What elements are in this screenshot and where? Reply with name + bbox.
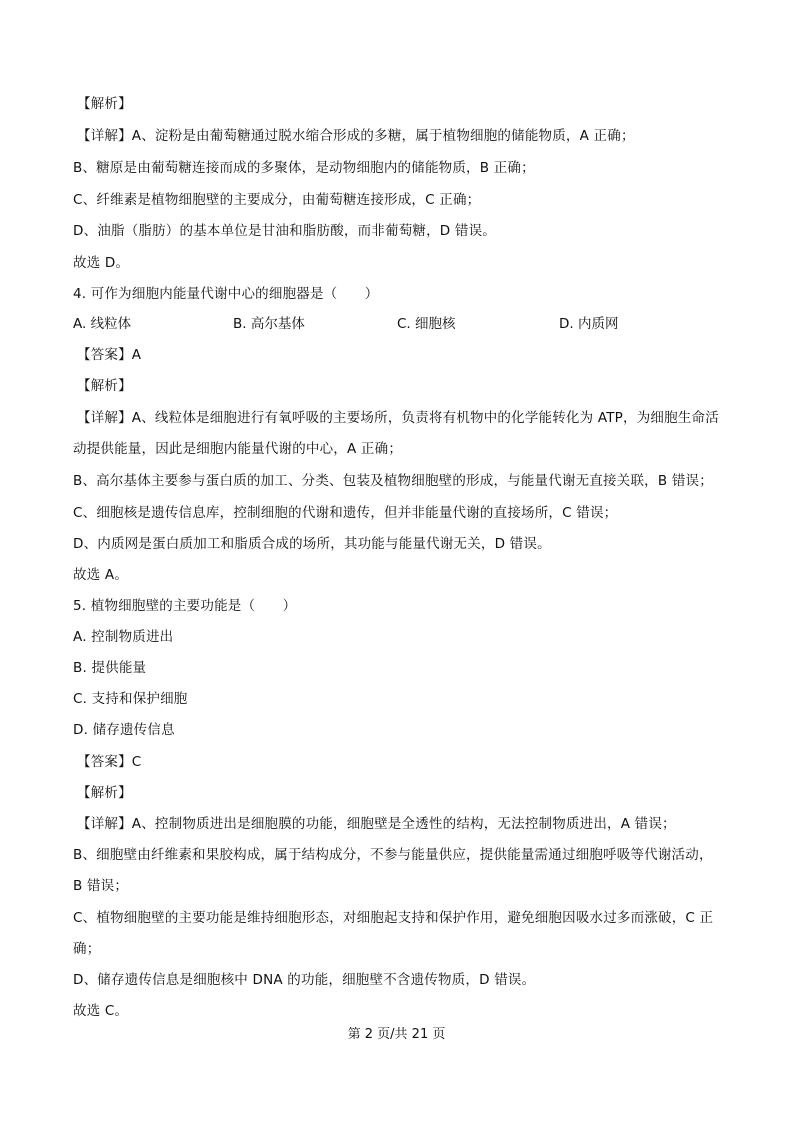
q4-explanation-c: C、细胞核是遗传信息库，控制细胞的代谢和遗传，但并非能量代谢的直接场所，C 错误； xyxy=(73,505,618,521)
q5-option-d: D. 储存遗传信息 xyxy=(73,722,175,738)
q3-conclusion: 故选 D。 xyxy=(73,255,130,271)
q4-options-row xyxy=(73,314,693,334)
q5-option-c: C. 支持和保护细胞 xyxy=(73,691,188,707)
q3-explanation-c: C、纤维素是植物细胞壁的主要成分，由葡萄糖连接形成，C 正确； xyxy=(73,192,481,208)
q4-explanation-d: D、内质网是蛋白质加工和脂质合成的场所，其功能与能量代谢无关，D 错误。 xyxy=(73,536,551,552)
q4-question: 4. 可作为细胞内能量代谢中心的细胞器是（ ） xyxy=(73,286,379,302)
q4-option-d: D. 内质网 xyxy=(559,316,619,332)
q5-answer: 【答案】C xyxy=(77,754,142,770)
q5-explanation-c-line2: 确； xyxy=(73,941,101,957)
q5-explanation-d: D、储存遗传信息是细胞核中 DNA 的功能，细胞壁不含遗传物质，D 错误。 xyxy=(73,972,536,988)
q4-detail-a-line2: 动提供能量，因此是细胞内能量代谢的中心，A 正确； xyxy=(73,441,403,457)
q5-analysis-tag: 【解析】 xyxy=(77,785,132,801)
q4-analysis-tag: 【解析】 xyxy=(77,378,132,394)
page-number-footer: 第 2 页/共 21 页 xyxy=(347,1027,446,1042)
q4-detail-a-line1: 【详解】A、线粒体是细胞进行有氧呼吸的主要场所，负责将有机物中的化学能转化为 ATP，为细胞生命活 xyxy=(77,410,719,426)
q3-explanation-d: D、油脂（脂肪）的基本单位是甘油和脂肪酸，而非葡萄糖，D 错误。 xyxy=(73,223,496,239)
q4-option-a: A. 线粒体 xyxy=(73,316,132,332)
q5-question: 5. 植物细胞壁的主要功能是（ ） xyxy=(73,598,297,614)
q5-detail-a: 【详解】A、控制物质进出是细胞膜的功能，细胞壁是全透性的结构，无法控制物质进出，A 错误； xyxy=(77,816,676,832)
q4-option-c: C. 细胞核 xyxy=(397,316,456,332)
q5-option-a: A. 控制物质进出 xyxy=(73,629,174,645)
q3-analysis-tag: 【解析】 xyxy=(77,96,132,112)
q5-option-b: B. 提供能量 xyxy=(73,660,147,676)
q3-explanation-b: B、糖原是由葡萄糖连接而成的多聚体，是动物细胞内的储能物质，B 正确； xyxy=(73,160,535,176)
q3-detail-a: 【详解】A、淀粉是由葡萄糖通过脱水缩合形成的多糖，属于植物细胞的储能物质，A 正确； xyxy=(77,128,635,144)
q4-explanation-b: B、高尔基体主要参与蛋白质的加工、分类、包装及植物细胞壁的形成，与能量代谢无直接关联，B 错误； xyxy=(73,473,713,489)
q4-answer: 【答案】A xyxy=(77,347,142,363)
q5-explanation-c-line1: C、植物细胞壁的主要功能是维持细胞形态，对细胞起支持和保护作用，避免细胞因吸水过多而涨破，C 正 xyxy=(73,910,714,926)
q4-conclusion: 故选 A。 xyxy=(73,567,129,583)
q5-explanation-b-line2: B 错误； xyxy=(73,878,129,894)
q4-option-b: B. 高尔基体 xyxy=(233,316,305,332)
q5-conclusion: 故选 C。 xyxy=(73,1003,129,1019)
q5-explanation-b-line1: B、细胞壁由纤维素和果胶构成，属于结构成分，不参与能量供应，提供能量需通过细胞呼吸等代谢活动， xyxy=(73,847,713,863)
